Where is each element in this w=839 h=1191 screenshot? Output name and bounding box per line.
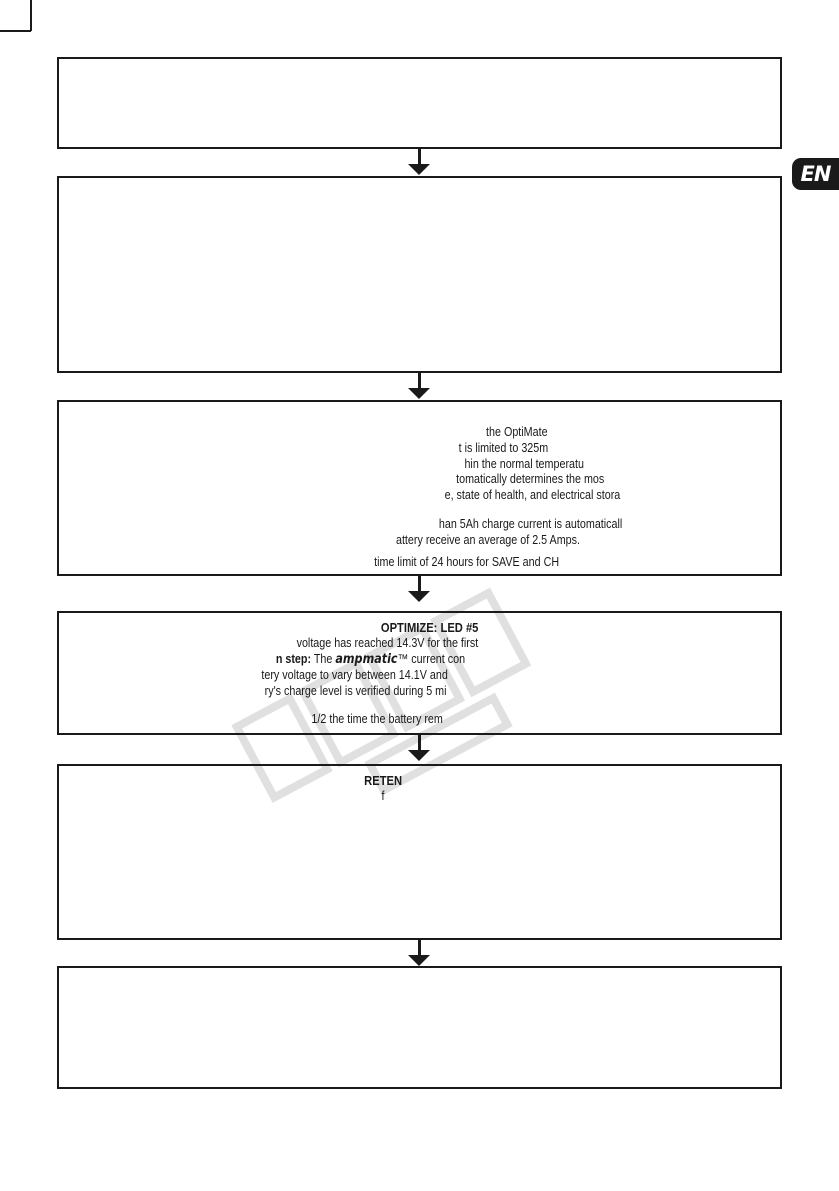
down-arrow-icon xyxy=(408,149,432,177)
box5-line: f xyxy=(381,789,384,803)
flow-box-5 xyxy=(57,764,782,940)
box3-line: t is limited to 325m xyxy=(458,441,548,455)
flow-box-1 xyxy=(57,57,782,149)
box4-line2-post: ™ current con xyxy=(397,652,465,666)
box4-step-label: n step: xyxy=(275,652,311,666)
box3-line: e, state of health, and electrical stora xyxy=(444,488,620,502)
box3-line: attery receive an average of 2.5 Amps. xyxy=(395,533,580,547)
box3-line: hin the normal temperatu xyxy=(464,457,584,471)
down-arrow-icon xyxy=(408,735,432,763)
box3-line: han 5Ah charge current is automaticall xyxy=(438,517,622,531)
optimize-heading: OPTIMIZE: LED #5 xyxy=(380,620,478,635)
box4-line xyxy=(276,652,465,667)
language-badge: EN xyxy=(792,158,839,190)
retention-heading: RETEN xyxy=(364,773,402,788)
box3-line: the OptiMate xyxy=(486,425,548,439)
flow-box-3 xyxy=(57,400,782,576)
box4-line2-pre: The xyxy=(310,652,336,666)
down-arrow-icon xyxy=(408,576,432,604)
box3-line: time limit of 24 hours for SAVE and CH xyxy=(373,555,559,569)
crop-mark-horizontal xyxy=(0,30,31,32)
down-arrow-icon xyxy=(408,373,432,401)
flow-box-4 xyxy=(57,611,782,735)
down-arrow-icon xyxy=(408,940,432,968)
crop-mark-vertical xyxy=(30,0,32,31)
box3-line: tomatically determines the mos xyxy=(455,472,604,486)
flow-box-2 xyxy=(57,176,782,373)
box4-line: voltage has reached 14.3V for the first xyxy=(296,636,478,650)
box4-line: ry's charge level is verified during 5 mi xyxy=(264,684,446,698)
box4-line: tery voltage to vary between 14.1V and xyxy=(261,668,448,682)
flow-box-6 xyxy=(57,966,782,1089)
ampmatic-brand: ampmatic xyxy=(335,652,398,667)
box4-line: 1/2 the time the battery rem xyxy=(311,712,443,726)
